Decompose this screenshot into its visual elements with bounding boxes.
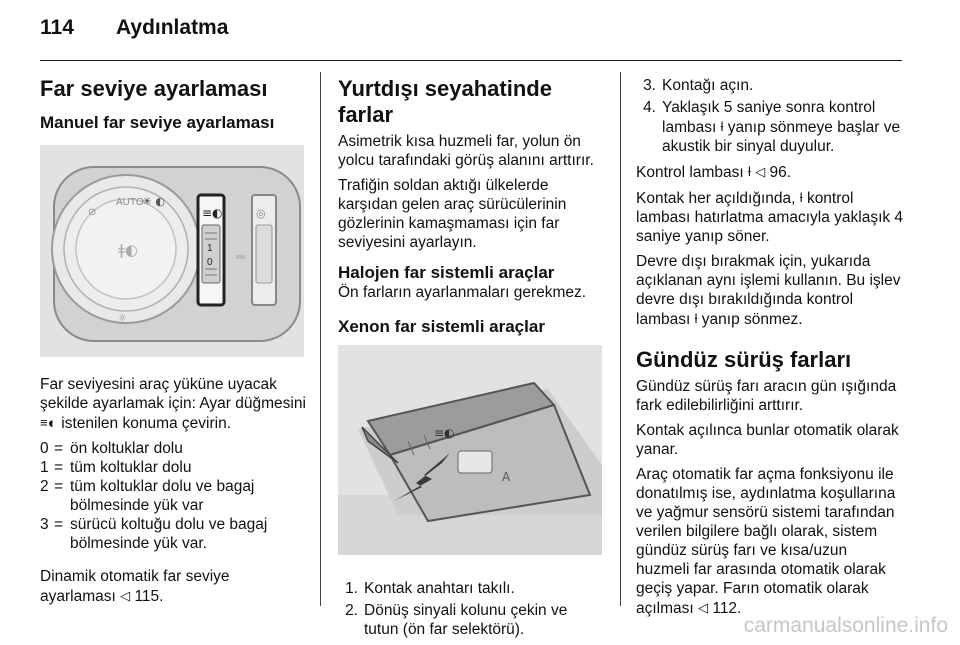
left-traffic-text: Trafiğin soldan aktığı ülkelerde karşıdan gelen araç sürücülerinin gözlerinin kamaşmaması için far seviyesini ayarlayın. (338, 177, 567, 251)
control-lamp-ref: Kontrol lambası ƚ ◁ 96. (636, 164, 792, 181)
turn-signal-lever-image (338, 345, 602, 555)
list-item: 2 = tüm koltuklar dolu ve bagaj bölmesinde yük var (40, 478, 255, 514)
dynamic-leveling-ref: Dinamik otomatik far seviye ayarlaması ◁ 115. (40, 568, 230, 605)
column-3 (636, 76, 904, 624)
leveling-mark: ≡◐ (202, 206, 223, 220)
headlamp-mark: ☀ ◐ (142, 195, 165, 208)
dimmer-mark: ☼ (118, 313, 127, 324)
control-lamp-icon: ƚ (748, 164, 751, 179)
ignition-reminder-text: Kontak her açıldığında, ƚ kontrol lambası hatırlatma amacıyla yaklaşık 4 saniye yanıp söner. (636, 190, 904, 245)
leveling-knob-icon-mark: ◐ (47, 415, 57, 432)
list-item: 1. Kontak anahtarı takılı. (345, 580, 515, 597)
drl-auto-on-text: Kontak açılınca bunlar otomatik olarak yanar. (636, 422, 899, 458)
light-switch-illustration (40, 145, 304, 357)
list-item: 2. Dönüş sinyali kolunu çekin ve tutun (ön far selektörü). (345, 602, 568, 638)
subsection-title-xenon: Xenon far sistemli araçlar (338, 317, 545, 336)
subsection-title-halogen: Halojen far sistemli araçlar (338, 263, 555, 282)
drl-auto-switch-text: Araç otomatik far açma fonksiyonu ile donatılmış ise, aydınlatma koşullarına ve yağmur sensörü sistemi tarafından verilen bilgilere bağlı olarak, sistem gündüz sürüş farı ve kısa/uzun huzmeli far arasında otomatik olarak geçiş yapar. Farın otomatik olarak açılması ◁ 112. (636, 466, 896, 617)
wheel-digit-0: 0 (207, 257, 213, 268)
xenon-steps-list-continued (636, 76, 904, 156)
lever-auto-mark: A (502, 470, 511, 484)
list-item: 3. Kontağı açın. (643, 77, 754, 94)
section-title-daytime-running-lights: Gündüz sürüş farları (636, 347, 852, 372)
fog-lamp-mark: ǂ◐ (118, 241, 138, 259)
page-ref-icon[interactable]: ◁ (755, 164, 766, 179)
list-item: 1 = tüm koltuklar dolu (40, 459, 192, 476)
leveling-description: Far seviyesini araç yüküne uyacak şekilde ayarlamak için: Ayar düğmesini ≡◐ istenilen konuma çevirin. (40, 376, 306, 432)
turn-signal-lever-illustration (338, 345, 602, 555)
halogen-text: Ön farların ayarlanmaları gerekmez. (338, 284, 587, 301)
dimmer-wheel-mark: ◎ (256, 207, 266, 220)
header-rule (40, 60, 902, 61)
section-title-travel-abroad: Yurtdışı seyahatinde farlar (338, 76, 552, 127)
lever-lamp-mark: ≡◐ (434, 426, 455, 440)
column-divider-1 (320, 72, 321, 606)
page-number: 114 (40, 16, 74, 39)
list-item: 0 = ön koltuklar dolu (40, 440, 183, 457)
asymmetric-beam-text: Asimetrik kısa huzmeli far, yolun ön yolcu tarafındaki görüş alanını arttırır. (338, 133, 594, 169)
column-2 (338, 76, 606, 645)
column-1 (40, 76, 308, 612)
control-lamp-icon: ƚ (694, 311, 698, 326)
list-item: 4. Yaklaşık 5 saniye sonra kontrol lambası ƚ yanıp sönmeye başlar ve akustik bir sinyal duyulur. (643, 99, 901, 155)
xenon-steps-list (338, 579, 606, 639)
watermark: carmanualsonline.info (743, 614, 948, 637)
list-item: 3 = sürücü koltuğu dolu ve bagaj bölmesinde yük var. (40, 516, 268, 552)
off-mark: ⊘ (88, 207, 97, 218)
control-lamp-icon: ƚ (799, 190, 803, 205)
chapter-title: Aydınlatma (116, 16, 229, 39)
wheel-digit-1: 1 (207, 243, 213, 254)
page-ref-icon[interactable]: ◁ (698, 600, 709, 615)
auto-label: AUTO (116, 197, 144, 208)
column-divider-2 (620, 72, 621, 606)
section-title-headlamp-leveling: Far seviye ayarlaması (40, 76, 268, 101)
light-switch-image (40, 145, 304, 357)
deactivation-text: Devre dışı bırakmak için, yukarıda açıklanan aynı işlemi kullanın. Bu işlev devre dışı bırakıldığında kontrol lambası ƚ yanıp sönmez. (636, 253, 901, 328)
page-ref-icon[interactable]: ◁ (120, 588, 131, 603)
control-lamp-icon: ƚ (720, 119, 724, 134)
drl-visibility-text: Gündüz sürüş farı aracın gün ışığında fark edilebilirliğini arttırır. (636, 378, 897, 414)
subsection-title-manual-leveling: Manuel far seviye ayarlaması (40, 113, 275, 132)
leveling-knob-icon: ≡ (40, 415, 48, 430)
load-level-list (40, 439, 308, 553)
